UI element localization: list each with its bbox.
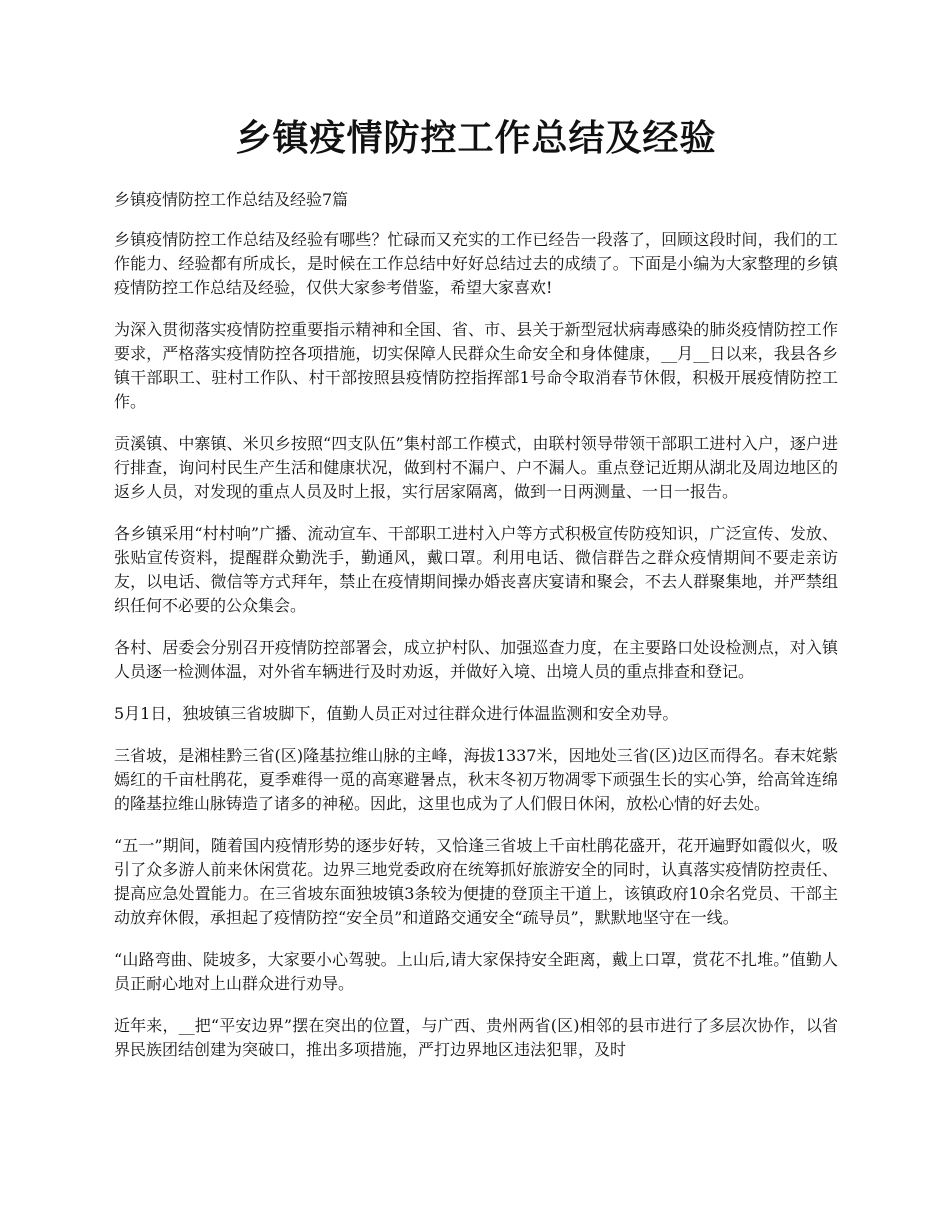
document-title: 乡镇疫情防控工作总结及经验 <box>235 117 717 159</box>
paragraph-publicity: 各乡镇采用“村村响”广播、流动宣车、干部职工进村入户等方式积极宣传防疫知识，广泛宣传、发放、张贴宣传资料，提醒群众勤洗手，勤通风，戴口罩。利用电话、微信群告之群众疫情期间不要走亲访友，以电话、微信等方式拜年，禁止在疫情期间操办婚丧喜庆宴请和聚会，不去人群聚集地，并严禁组织任何不必要的公众集会。 <box>114 524 838 615</box>
paragraph-sanshengpo: 三省坡，是湘桂黔三省(区)隆基拉维山脉的主峰，海拔1337米，因地处三省(区)边区而得名。春末姹紫嫣红的千亩杜鹃花，夏季难得一觅的高寒避暑点，秋末冬初万物凋零下顽强生长的实心笋，给高耸连绵的隆基拉维山脉铸造了诸多的神秘。因此，这里也成为了人们假日休闲，放松心情的好去处。 <box>114 746 838 813</box>
paragraph-investigation: 贡溪镇、中寨镇、米贝乡按照“四支队伍”集村部工作模式，由联村领导带领干部职工进村入户，逐户进行排查，询问村民生产生活和健康状况，做到村不漏户、户不漏人。重点登记近期从湖北及周边地区的返乡人员，对发现的重点人员及时上报，实行居家隔离，做到一日两测量、一日一报告。 <box>114 434 838 501</box>
paragraph-recent-years: 近年来，__把“平安边界”摆在突出的位置，与广西、贵州两省(区)相邻的县市进行了多层次协作，以省界民族团结创建为突破口，推出多项措施，严打边界地区违法犯罪，及时 <box>114 1016 838 1059</box>
paragraph-may-first: 5月1日，独坡镇三省坡脚下，值勤人员正对过往群众进行体温监测和安全劝导。 <box>114 704 679 723</box>
paragraph-intro: 乡镇疫情防控工作总结及经验有哪些？忙碌而又充实的工作已经告一段落了，回顾这段时间，我们的工作能力、经验都有所成长，是时候在工作总结中好好总结过去的成绩了。下面是小编为大家整理的乡镇疫情防控工作总结及经验，仅供大家参考借鉴，希望大家喜欢! <box>114 230 838 297</box>
document-subtitle: 乡镇疫情防控工作总结及经验7篇 <box>114 190 349 209</box>
paragraph-holiday: “五一”期间，随着国内疫情形势的逐步好转，又恰逢三省坡上千亩杜鹃花盛开，花开遍野如霞似火，吸引了众多游人前来休闲赏花。边界三地党委政府在统筹抓好旅游安全的同时，认真落实疫情防控责任、提高应急处置能力。在三省坡东面独坡镇3条较为便捷的登顶主干道上，该镇政府10余名党员、干部主动放弃休假，承担起了疫情防控“安全员”和道路交通安全“疏导员”，默默地坚守在一线。 <box>114 836 838 927</box>
paragraph-deployment: 为深入贯彻落实疫情防控重要指示精神和全国、省、市、县关于新型冠状病毒感染的肺炎疫情防控工作要求，严格落实疫情防控各项措施，切实保障人民群众生命安全和身体健康，__月__日以来，我县各乡镇干部职工、驻村工作队、村干部按照县疫情防控指挥部1号命令取消春节休假，积极开展疫情防控工作。 <box>114 320 838 411</box>
paragraph-quote: “山路弯曲、陡坡多，大家要小心驾驶。上山后,请大家保持安全距离，戴上口罩，赏花不扎堆。”值勤人员正耐心地对上山群众进行劝导。 <box>114 950 838 993</box>
paragraph-checkpoints: 各村、居委会分别召开疫情防控部署会，成立护村队、加强巡查力度，在主要路口处设检测点，对入镇人员逐一检测体温，对外省车辆进行及时劝返，并做好入境、出境人员的重点排查和登记。 <box>114 638 838 681</box>
